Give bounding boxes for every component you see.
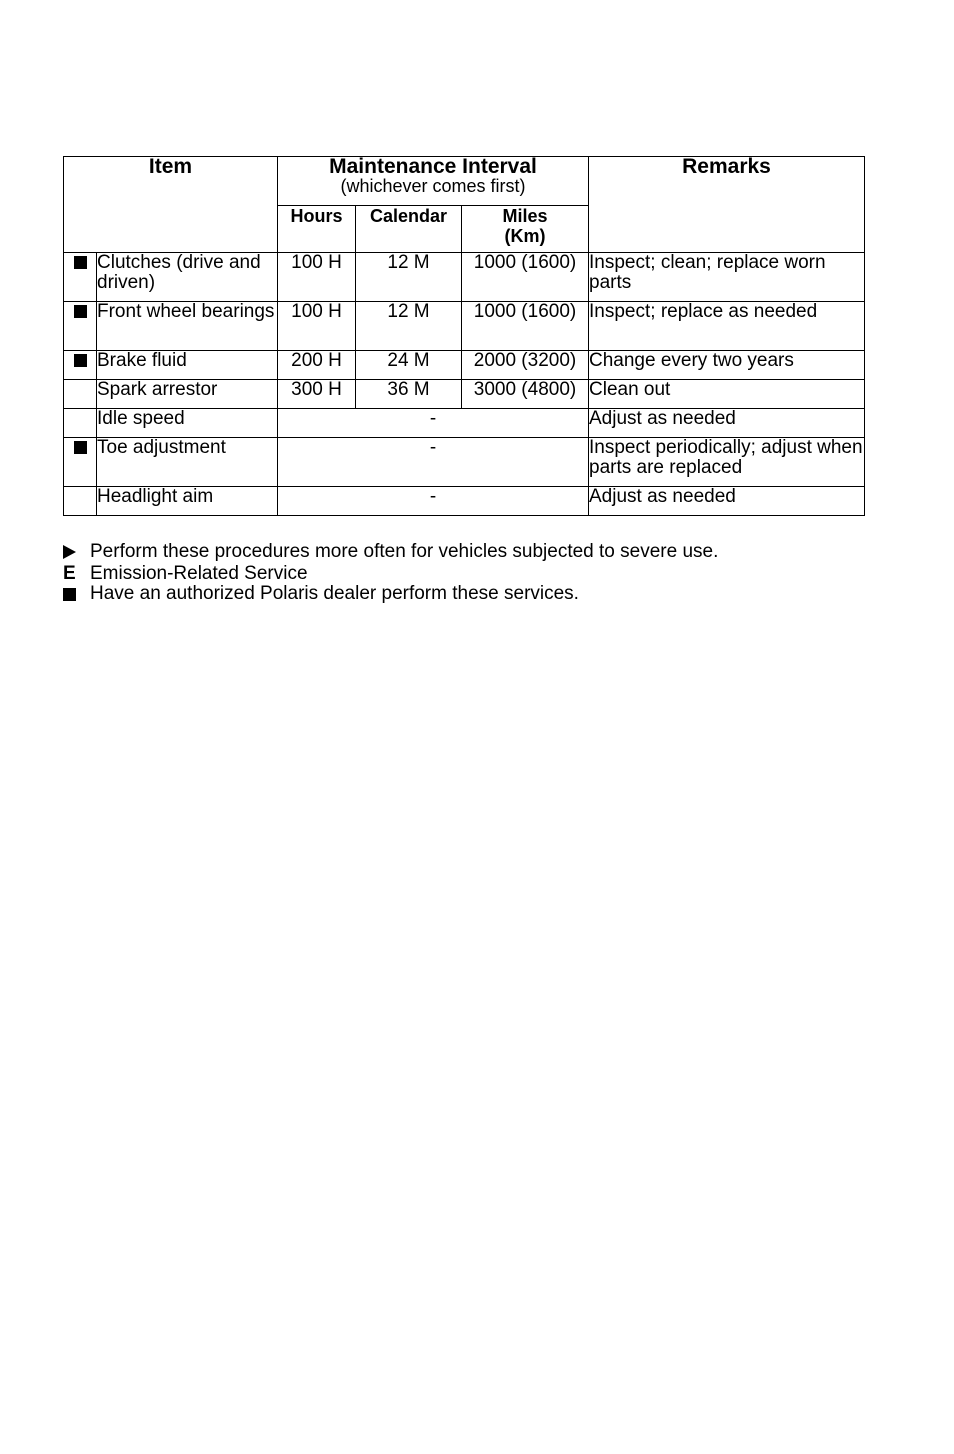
- miles-cell: 1000 (1600): [462, 253, 589, 302]
- dealer-mark-cell: [64, 302, 97, 351]
- legend-text: Emission-Related Service: [90, 563, 308, 584]
- interval-cell: -: [278, 409, 589, 438]
- legend-text: Have an authorized Polaris dealer perform these services.: [90, 583, 579, 604]
- table-row: [64, 409, 865, 438]
- calendar-cell: 12 M: [356, 253, 462, 302]
- header-miles: [462, 206, 589, 253]
- item-cell: Spark arrestor: [97, 380, 278, 409]
- calendar-cell: 24 M: [356, 351, 462, 380]
- header-maintenance-interval: [278, 157, 589, 206]
- dealer-square-icon: [74, 305, 87, 318]
- header-miles-unit: (Km): [504, 226, 546, 246]
- legend-symbol-e: E: [63, 563, 76, 584]
- dealer-mark-cell: [64, 487, 97, 516]
- legend-text: Perform these procedures more often for vehicles subjected to severe use.: [90, 541, 719, 562]
- remarks-cell: Inspect periodically; adjust when parts are replaced: [589, 438, 865, 487]
- square-icon: [63, 588, 76, 601]
- dealer-mark-cell: [64, 409, 97, 438]
- item-cell: Clutches (drive and driven): [97, 253, 278, 302]
- item-cell: Headlight aim: [97, 487, 278, 516]
- miles-cell: 3000 (4800): [462, 380, 589, 409]
- triangle-right-icon: [63, 545, 76, 559]
- hours-cell: 100 H: [278, 253, 356, 302]
- dealer-mark-cell: [64, 380, 97, 409]
- header-calendar: Calendar: [356, 206, 462, 253]
- item-cell: Brake fluid: [97, 351, 278, 380]
- table-row: [64, 351, 865, 380]
- table-row: [64, 380, 865, 409]
- header-interval-subtitle: (whichever comes first): [340, 176, 526, 196]
- hours-cell: 300 H: [278, 380, 356, 409]
- dealer-mark-cell: [64, 438, 97, 487]
- legend-item-emission: [63, 564, 718, 584]
- remarks-cell: Adjust as needed: [589, 487, 865, 516]
- legend-item-severe-use: [63, 542, 718, 564]
- calendar-cell: 36 M: [356, 380, 462, 409]
- calendar-cell: 12 M: [356, 302, 462, 351]
- remarks-cell: Change every two years: [589, 351, 865, 380]
- miles-cell: 1000 (1600): [462, 302, 589, 351]
- maintenance-table: [63, 156, 865, 516]
- interval-cell: -: [278, 487, 589, 516]
- legend-symbol: [63, 542, 90, 564]
- hours-cell: 200 H: [278, 351, 356, 380]
- legend-item-dealer: [63, 584, 718, 606]
- table-row: [64, 253, 865, 302]
- dealer-square-icon: [74, 354, 87, 367]
- legend: [63, 542, 718, 606]
- item-cell: Front wheel bearings: [97, 302, 278, 351]
- table-row: [64, 438, 865, 487]
- dealer-mark-cell: [64, 351, 97, 380]
- remarks-cell: Clean out: [589, 380, 865, 409]
- header-interval-title: Maintenance Interval: [329, 155, 537, 178]
- dealer-mark-cell: [64, 253, 97, 302]
- interval-cell: -: [278, 438, 589, 487]
- header-miles-label: Miles: [502, 206, 548, 226]
- header-remarks: Remarks: [589, 157, 865, 253]
- item-cell: Idle speed: [97, 409, 278, 438]
- table-row: [64, 487, 865, 516]
- remarks-cell: Inspect; replace as needed: [589, 302, 865, 351]
- hours-cell: 100 H: [278, 302, 356, 351]
- header-item: Item: [64, 157, 278, 253]
- miles-cell: 2000 (3200): [462, 351, 589, 380]
- remarks-cell: Adjust as needed: [589, 409, 865, 438]
- legend-symbol: [63, 584, 90, 606]
- dealer-square-icon: [74, 441, 87, 454]
- remarks-cell: Inspect; clean; replace worn parts: [589, 253, 865, 302]
- header-hours: Hours: [278, 206, 356, 253]
- item-cell: Toe adjustment: [97, 438, 278, 487]
- dealer-square-icon: [74, 256, 87, 269]
- table-row: [64, 302, 865, 351]
